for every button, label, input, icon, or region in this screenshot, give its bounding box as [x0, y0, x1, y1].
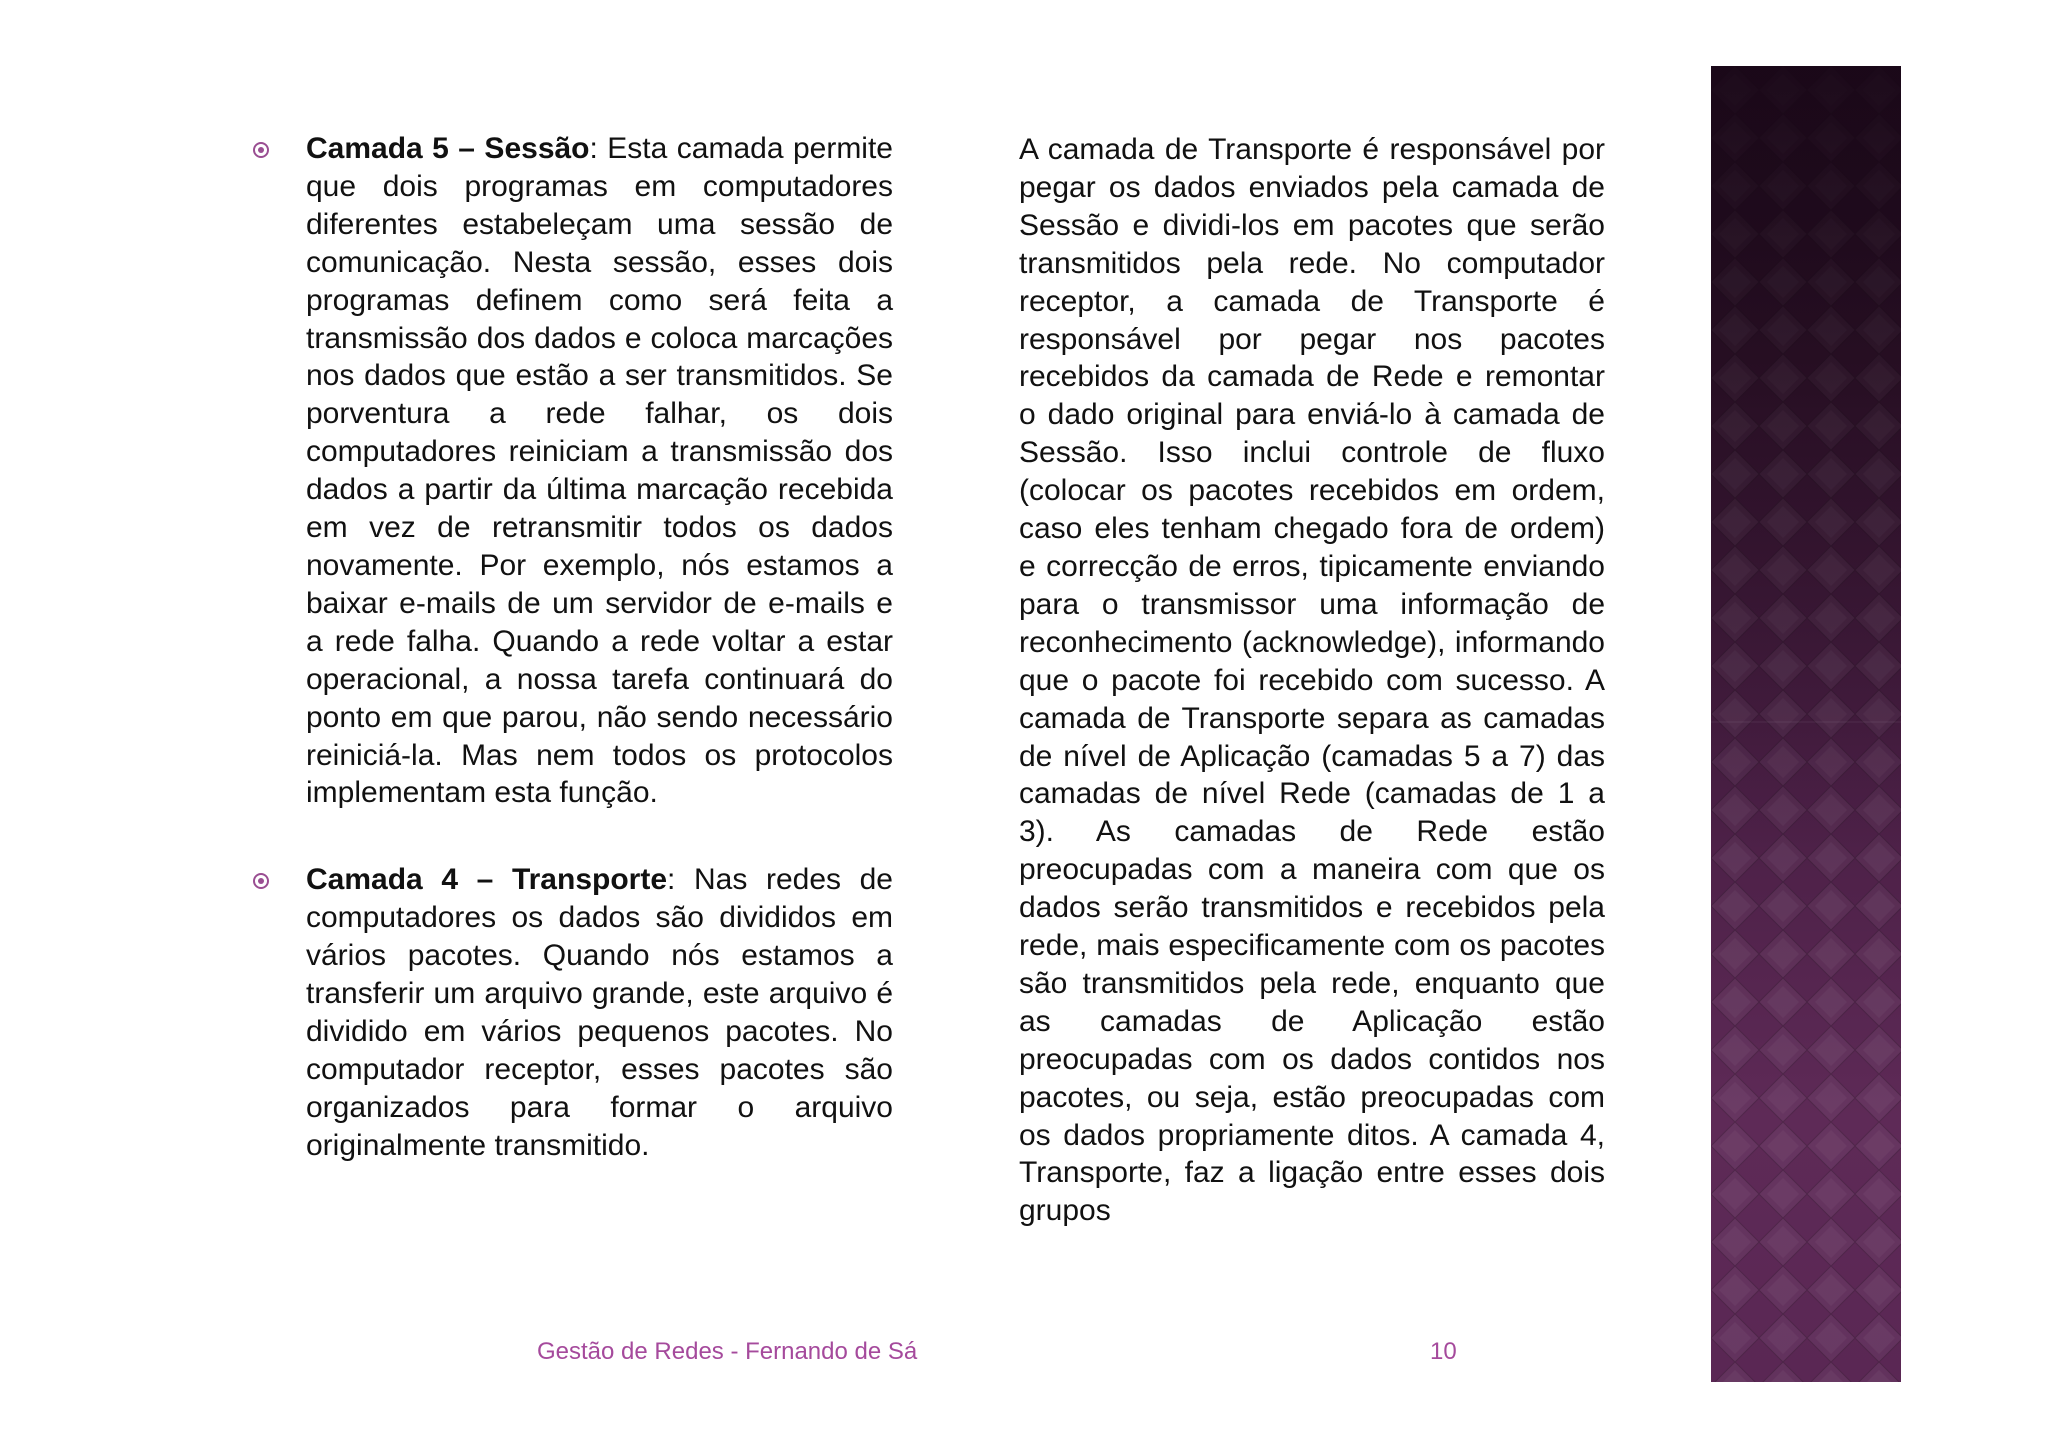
bullet-paragraph	[306, 130, 893, 812]
page-number: 10	[1430, 1338, 1457, 1365]
right-text-column	[1019, 131, 1605, 1230]
bullet-item-session-layer	[306, 130, 893, 812]
bullet-term: Camada 4 – Transporte	[306, 863, 668, 897]
bullet-paragraph	[306, 861, 893, 1164]
circle-bullet-icon	[253, 873, 269, 889]
circle-bullet-icon	[253, 142, 269, 158]
footer-course-title: Gestão de Redes - Fernando de Sá	[537, 1338, 918, 1365]
diamond-pattern	[1711, 66, 1901, 1382]
bullet-text: : Nas redes de computadores os dados são divididos em vários pacotes. Quando nós estamos a transferir um arquivo grande, este arquivo é dividido em vários pequenos pacotes. No computador receptor, esses pacotes são organizados para formar o arquivo originalmente transmitido.	[306, 863, 893, 1162]
left-text-column	[306, 130, 893, 1165]
bullet-text: : Esta camada permite que dois programas em computadores diferentes estabeleçam uma sessão de comunicação. Nesta sessão, esses dois programas definem como será feita a transmissão dos dados e coloca marcações nos dados que estão a ser transmitidos. Se porventura a rede falhar, os dois computadores reiniciam a transmissão dos dados a partir da última marcação recebida em vez de retransmitir todos os dados novamente. Por exemplo, nós estamos a baixar e-mails de um servidor de e-mails e a rede falha. Quando a rede voltar a estar operacional, a nossa tarefa continuará do ponto em que parou, não sendo necessário reiniciá-la. Mas nem todos os protocolos implementam esta função.	[306, 132, 893, 810]
bullet-item-transport-layer	[306, 861, 893, 1164]
transport-description-paragraph: A camada de Transporte é responsável por pegar os dados enviados pela camada de Sessão e dividi-los em pacotes que serão transmitidos pela rede. No computador receptor, a camada de Transporte é responsável por pegar nos pacotes recebidos da camada de Rede e remontar o dado original para enviá-lo à camada de Sessão. Isso inclui controle de fluxo (colocar os pacotes recebidos em ordem, caso eles tenham chegado fora de ordem) e correcção de erros, tipicamente enviando para o transmissor uma informação de reconhecimento (acknowledge), informando que o pacote foi recebido com sucesso. A camada de Transporte separa as camadas de nível de Aplicação (camadas 5 a 7) das camadas de nível Rede (camadas de 1 a 3). As camadas de Rede estão preocupadas com a maneira com que os dados serão transmitidos e recebidos pela rede, mais especificamente com os pacotes são transmitidos pela rede, enquanto que as camadas de Aplicação estão preocupadas com os dados contidos nos pacotes, ou seja, estão preocupadas com os dados propriamente ditos. A camada 4, Transporte, faz a ligação entre esses dois grupos	[1019, 133, 1605, 1228]
bullet-term: Camada 5 – Sessão	[306, 132, 590, 165]
decorative-side-band	[1711, 66, 1901, 1382]
